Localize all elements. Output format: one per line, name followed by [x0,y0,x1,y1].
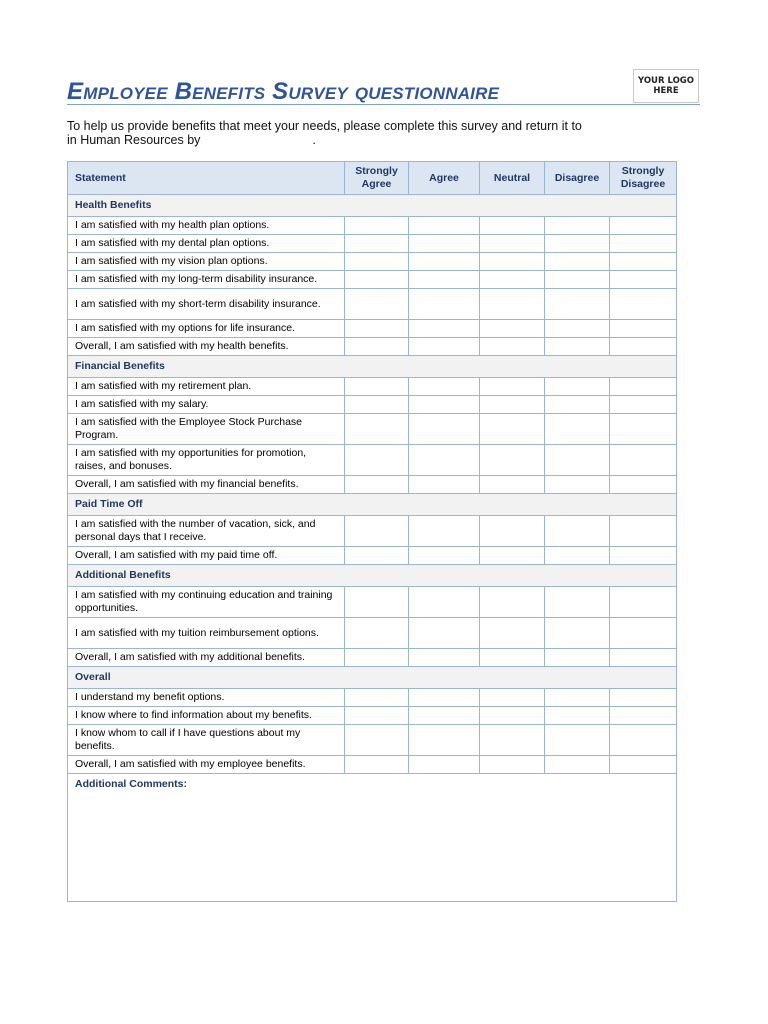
rating-cell-agree[interactable] [409,338,480,356]
statement-cell: I am satisfied with my options for life insurance. [68,320,345,338]
rating-cell-strongly-agree[interactable] [345,547,409,565]
rating-cell-neutral[interactable] [480,618,545,649]
rating-cell-strongly-agree[interactable] [345,587,409,618]
rating-cell-neutral[interactable] [480,320,545,338]
table-row [68,547,677,565]
rating-cell-disagree[interactable] [545,618,610,649]
rating-cell-neutral[interactable] [480,414,545,445]
statement-cell: I am satisfied with my retirement plan. [68,378,345,396]
rating-cell-neutral[interactable] [480,476,545,494]
table-row [68,320,677,338]
statement-cell: I am satisfied with my vision plan options. [68,253,345,271]
intro-text [67,119,627,147]
rating-cell-disagree[interactable] [545,253,610,271]
rating-cell-disagree[interactable] [545,396,610,414]
rating-cell-strongly-agree[interactable] [345,618,409,649]
table-row [68,338,677,356]
rating-cell-neutral[interactable] [480,649,545,667]
rating-cell-neutral[interactable] [480,445,545,476]
column-header-strongly-disagree: Strongly Disagree [610,162,677,195]
additional-comments-label: Additional Comments: [75,778,187,790]
column-header-disagree: Disagree [545,162,610,195]
rating-cell-strongly-agree[interactable] [345,725,409,756]
rating-cell-disagree[interactable] [545,217,610,235]
rating-cell-disagree[interactable] [545,271,610,289]
rating-cell-agree[interactable] [409,587,480,618]
statement-cell: Overall, I am satisfied with my health benefits. [68,338,345,356]
statement-cell: Overall, I am satisfied with my additional benefits. [68,649,345,667]
rating-cell-agree[interactable] [409,271,480,289]
rating-cell-disagree[interactable] [545,587,610,618]
rating-cell-neutral[interactable] [480,689,545,707]
statement-cell: I am satisfied with my tuition reimbursement options. [68,618,345,649]
section-heading: Health Benefits [68,195,677,217]
rating-cell-agree[interactable] [409,547,480,565]
statement-cell: Overall, I am satisfied with my financial benefits. [68,476,345,494]
rating-cell-strongly-disagree[interactable] [610,217,677,235]
rating-cell-disagree[interactable] [545,547,610,565]
rating-cell-strongly-disagree[interactable] [610,689,677,707]
rating-cell-neutral[interactable] [480,378,545,396]
statement-cell: I am satisfied with my dental plan options. [68,235,345,253]
column-header-neutral: Neutral [480,162,545,195]
rating-cell-neutral[interactable] [480,756,545,774]
intro-line-2-end: . [312,133,316,147]
rating-cell-strongly-agree[interactable] [345,235,409,253]
statement-cell: I am satisfied with the number of vacation, sick, and personal days that I receive. [68,516,345,547]
rating-cell-agree[interactable] [409,516,480,547]
statement-cell: I am satisfied with my long-term disability insurance. [68,271,345,289]
rating-cell-strongly-agree[interactable] [345,271,409,289]
rating-cell-strongly-disagree[interactable] [610,587,677,618]
rating-cell-strongly-agree[interactable] [345,253,409,271]
table-row [68,235,677,253]
rating-cell-strongly-agree[interactable] [345,289,409,320]
rating-cell-strongly-disagree[interactable] [610,235,677,253]
survey-table [67,161,677,902]
rating-cell-agree[interactable] [409,396,480,414]
table-row [68,618,677,649]
column-header-strongly-agree: Strongly Agree [345,162,409,195]
rating-cell-disagree[interactable] [545,707,610,725]
rating-cell-strongly-agree[interactable] [345,689,409,707]
rating-cell-strongly-agree[interactable] [345,396,409,414]
rating-cell-strongly-agree[interactable] [345,649,409,667]
statement-cell: I know whom to call if I have questions about my benefits. [68,725,345,756]
rating-cell-agree[interactable] [409,689,480,707]
rating-cell-strongly-disagree[interactable] [610,271,677,289]
rating-cell-strongly-disagree[interactable] [610,649,677,667]
statement-cell: I understand my benefit options. [68,689,345,707]
logo-text-line-1: YOUR LOGO [637,76,695,86]
rating-cell-strongly-disagree[interactable] [610,725,677,756]
rating-cell-strongly-disagree[interactable] [610,516,677,547]
rating-cell-agree[interactable] [409,217,480,235]
intro-line-2: in Human Resources by [67,133,201,147]
statement-cell: I am satisfied with my continuing education and training opportunities. [68,587,345,618]
section-row [68,195,677,217]
logo-placeholder [633,69,699,103]
column-header-agree: Agree [409,162,480,195]
rating-cell-neutral[interactable] [480,516,545,547]
rating-cell-strongly-agree[interactable] [345,756,409,774]
rating-cell-neutral[interactable] [480,707,545,725]
rating-cell-agree[interactable] [409,235,480,253]
rating-cell-strongly-disagree[interactable] [610,320,677,338]
rating-cell-disagree[interactable] [545,235,610,253]
rating-cell-disagree[interactable] [545,338,610,356]
rating-cell-neutral[interactable] [480,338,545,356]
section-row [68,494,677,516]
rating-cell-strongly-disagree[interactable] [610,756,677,774]
statement-cell: Overall, I am satisfied with my paid time off. [68,547,345,565]
rating-cell-disagree[interactable] [545,414,610,445]
rating-cell-disagree[interactable] [545,725,610,756]
rating-cell-strongly-disagree[interactable] [610,618,677,649]
comments-row [68,774,677,902]
rating-cell-agree[interactable] [409,414,480,445]
statement-cell: Overall, I am satisfied with my employee benefits. [68,756,345,774]
section-row [68,667,677,689]
header-row [68,162,677,195]
statement-cell: I am satisfied with my health plan options. [68,217,345,235]
rating-cell-neutral[interactable] [480,587,545,618]
section-heading: Overall [68,667,677,689]
section-row [68,356,677,378]
rating-cell-strongly-disagree[interactable] [610,547,677,565]
rating-cell-strongly-disagree[interactable] [610,414,677,445]
rating-cell-agree[interactable] [409,618,480,649]
rating-cell-strongly-agree[interactable] [345,707,409,725]
rating-cell-strongly-agree[interactable] [345,414,409,445]
statement-cell: I know where to find information about my benefits. [68,707,345,725]
title-underline [67,104,700,105]
table-row [68,476,677,494]
rating-cell-disagree[interactable] [545,320,610,338]
rating-cell-neutral[interactable] [480,217,545,235]
rating-cell-disagree[interactable] [545,476,610,494]
table-row [68,516,677,547]
table-row [68,378,677,396]
rating-cell-disagree[interactable] [545,445,610,476]
rating-cell-neutral[interactable] [480,271,545,289]
rating-cell-strongly-disagree[interactable] [610,253,677,271]
table-row [68,253,677,271]
rating-cell-agree[interactable] [409,476,480,494]
table-row [68,689,677,707]
rating-cell-agree[interactable] [409,725,480,756]
table-row [68,271,677,289]
rating-cell-strongly-agree[interactable] [345,516,409,547]
table-row [68,396,677,414]
table-row [68,649,677,667]
rating-cell-strongly-disagree[interactable] [610,338,677,356]
rating-cell-neutral[interactable] [480,235,545,253]
section-heading: Financial Benefits [68,356,677,378]
rating-cell-strongly-disagree[interactable] [610,707,677,725]
table-row [68,725,677,756]
rating-cell-strongly-agree[interactable] [345,320,409,338]
statement-cell: I am satisfied with my salary. [68,396,345,414]
document-title: Employee Benefits Survey questionnaire [67,78,500,105]
rating-cell-agree[interactable] [409,707,480,725]
rating-cell-neutral[interactable] [480,725,545,756]
table-row [68,414,677,445]
rating-cell-strongly-agree[interactable] [345,445,409,476]
rating-cell-agree[interactable] [409,320,480,338]
rating-cell-disagree[interactable] [545,289,610,320]
rating-cell-disagree[interactable] [545,756,610,774]
rating-cell-strongly-agree[interactable] [345,338,409,356]
rating-cell-neutral[interactable] [480,396,545,414]
table-row [68,445,677,476]
rating-cell-agree[interactable] [409,445,480,476]
table-row [68,217,677,235]
table-row [68,587,677,618]
table-row [68,756,677,774]
rating-cell-disagree[interactable] [545,378,610,396]
rating-cell-agree[interactable] [409,756,480,774]
statement-cell: I am satisfied with the Employee Stock Purchase Program. [68,414,345,445]
table-row [68,707,677,725]
column-header-statement: Statement [68,162,345,195]
additional-comments-area[interactable] [68,774,677,902]
section-heading: Additional Benefits [68,565,677,587]
rating-cell-strongly-agree[interactable] [345,476,409,494]
rating-cell-neutral[interactable] [480,289,545,320]
rating-cell-agree[interactable] [409,649,480,667]
section-heading: Paid Time Off [68,494,677,516]
rating-cell-disagree[interactable] [545,649,610,667]
rating-cell-strongly-disagree[interactable] [610,378,677,396]
statement-cell: I am satisfied with my short-term disability insurance. [68,289,345,320]
table-row [68,289,677,320]
rating-cell-strongly-agree[interactable] [345,378,409,396]
rating-cell-strongly-disagree[interactable] [610,289,677,320]
rating-cell-agree[interactable] [409,253,480,271]
section-row [68,565,677,587]
rating-cell-agree[interactable] [409,378,480,396]
logo-text-line-2: HERE [653,86,679,96]
rating-cell-neutral[interactable] [480,547,545,565]
rating-cell-disagree[interactable] [545,516,610,547]
rating-cell-strongly-disagree[interactable] [610,396,677,414]
rating-cell-neutral[interactable] [480,253,545,271]
rating-cell-agree[interactable] [409,289,480,320]
intro-line-1: To help us provide benefits that meet your needs, please complete this survey and return it to [67,119,582,133]
rating-cell-disagree[interactable] [545,689,610,707]
rating-cell-strongly-disagree[interactable] [610,445,677,476]
rating-cell-strongly-disagree[interactable] [610,476,677,494]
statement-cell: I am satisfied with my opportunities for promotion, raises, and bonuses. [68,445,345,476]
rating-cell-strongly-agree[interactable] [345,217,409,235]
